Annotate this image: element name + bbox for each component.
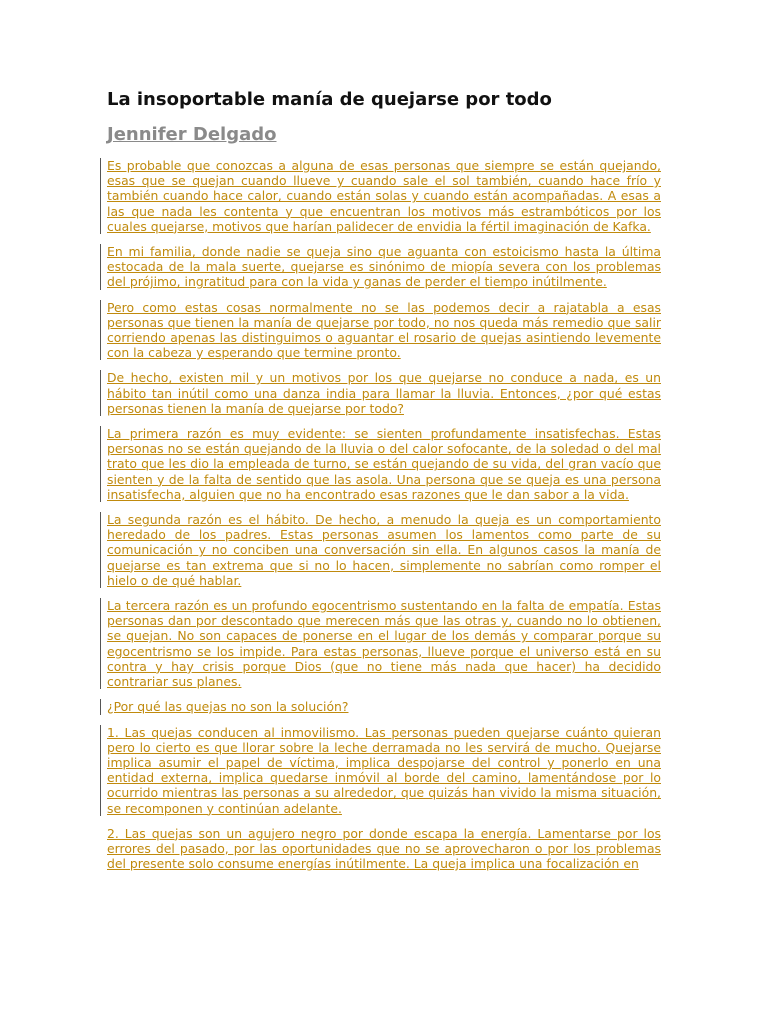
paragraph-link[interactable]: La segunda razón es el hábito. De hecho, a menudo la queja es un comportamiento heredado de los padres. Estas personas asumen los lamentos como parte de su comunicación y no conciben una conversación sin ella. En algunos casos la manía de quejarse es tan extrema que si no lo hacen, simplemente no sabrían como romper el hielo o de qué hablar.	[107, 512, 661, 588]
paragraph-link[interactable]: En mi familia, donde nadie se queja sino que aguanta con estoicismo hasta la última estocada de la mala suerte, quejarse es sinónimo de miopía severa con los problemas del prójimo, ingratitud para con la vida y ganas de perder el tiempo inútilmente.	[107, 244, 661, 290]
paragraph-link[interactable]: Pero como estas cosas normalmente no se las podemos decir a rajatabla a esas personas que tienen la manía de quejarse por todo, no nos queda más remedio que salir corriendo apenas las distinguimos o aguantar el rosario de quejas asintiendo levemente con la cabeza y esperando que termine pronto.	[107, 299, 661, 361]
page-title: La insoportable manía de quejarse por todo	[107, 89, 552, 110]
paragraph-link[interactable]: 2. Las quejas son un agujero negro por donde escapa la energía. Lamentarse por los errores del pasado, por las oportunidades que no se aprovecharon o por los problemas del presente solo consume energías inútilmente. La queja implica una focalización en	[107, 825, 661, 872]
paragraph-link[interactable]: 1. Las quejas conducen al inmovilismo. Las personas pueden quejarse cuánto quieran pero lo cierto es que llorar sobre la leche derramada no les servirá de mucho. Quejarse implica asumir el papel de víctima, implica despojarse del control y ponerlo en una entidad externa, implica quedarse inmóvil al borde del camino, lamentándose por lo ocurrido mientras las personas a su alrededor, que quizás han vivido la misma situación, se recomponen y continúan adelante.	[107, 724, 661, 816]
paragraph-link[interactable]: De hecho, existen mil y un motivos por los que quejarse no conduce a nada, es un hábito tan inútil como una danza india para llamar la lluvia. Entonces, ¿por qué estas personas tienen la manía de quejarse por todo?	[107, 370, 661, 416]
article-body	[107, 158, 661, 873]
author-link[interactable]: Jennifer Delgado	[107, 124, 277, 145]
paragraph-link[interactable]: La tercera razón es un profundo egocentrismo sustentando en la falta de empatía. Estas personas dan por descontado que merecen más que las otras y, cuando no lo obtienen, se quejan. No son capaces de ponerse en el lugar de los demás y comparar porque su egocentrismo se los impide. Para estas personas, llueve porque el universo está en su contra y hay crisis porque Dios (que no tiene más nada que hacer) ha decidido contrariar sus planes.	[107, 598, 661, 690]
section-heading-link[interactable]: ¿Por qué las quejas no son la solución?	[107, 699, 661, 714]
paragraph-link[interactable]: Es probable que conozcas a alguna de esas personas que siempre se están quejando, esas que se quejan cuando llueve y cuando sale el sol también, cuando hace frío y también cuando hace calor, cuando están solas y cuando están acompañadas. A esas a las que nada les contenta y que encuentran los motivos más estrambóticos por los cuales quejarse, motivos que harían palidecer de envidia la fértil imaginación de Kafka.	[107, 158, 661, 234]
paragraph-link[interactable]: La primera razón es muy evidente: se sienten profundamente insatisfechas. Estas personas no se están quejando de la lluvia o del calor sofocante, de la soledad o del mal trato que les dio la empleada de turno, se están quejando de su vida, del gran vacío que sienten y de la falta de sentido que las asola. Una persona que se queja es una persona insatisfecha, alguien que no ha encontrado esas razones que le dan sabor a la vida.	[107, 426, 661, 502]
